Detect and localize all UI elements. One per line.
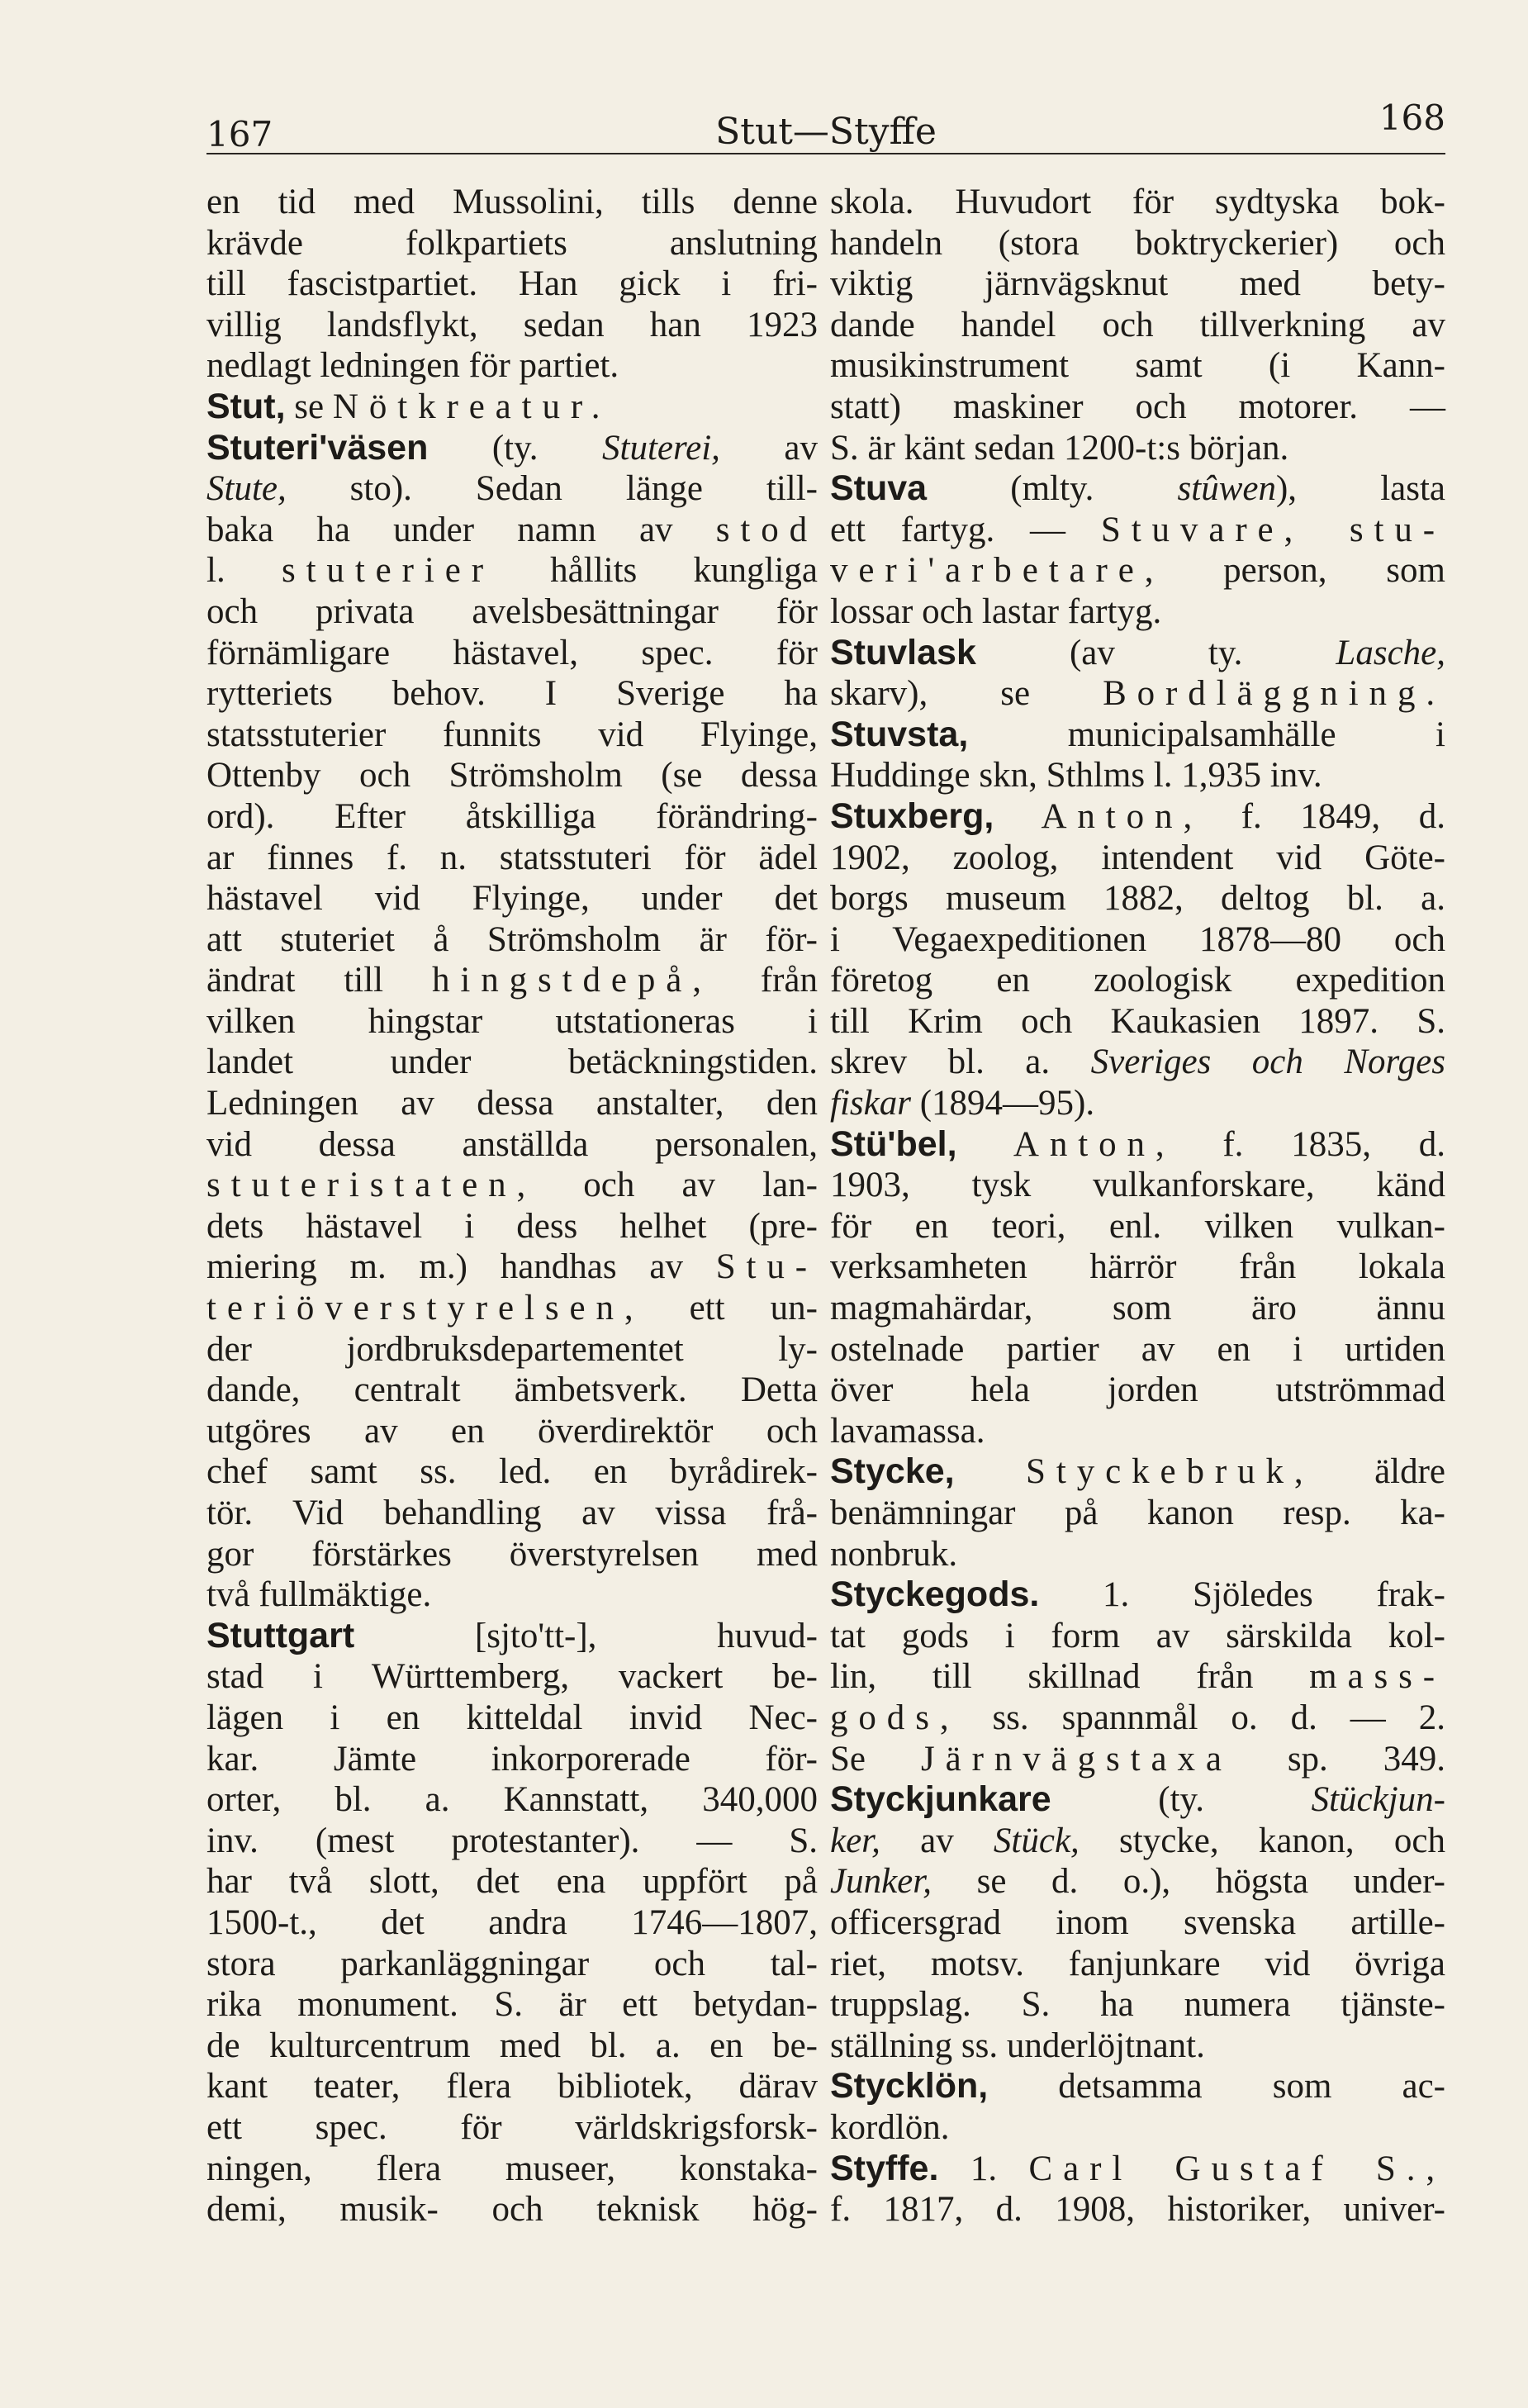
entry-stycklon: Stycklön, detsamma som ac-	[830, 2066, 1445, 2106]
running-title: Stut—Styffe	[715, 111, 937, 153]
headword: Styckegods.	[830, 1574, 1040, 1615]
text-line: ett fartyg. — Stuvare, stu-	[830, 510, 1445, 549]
entry-stuva: Stuva (mlty. stûwen), lasta	[830, 468, 1445, 509]
text-line: handeln (stora boktryckerier) och	[830, 223, 1445, 263]
text-line: miering m. m.) handhas av Stu-	[206, 1247, 818, 1287]
text-line: och privata avelsbesättningar för	[206, 591, 818, 631]
text-line: gor förstärkes överstyrelsen med	[206, 1534, 818, 1574]
text-line: lavamassa.	[830, 1411, 985, 1451]
text-line: Ledningen av dessa anstalter, den	[206, 1084, 818, 1123]
text-line: benämningar på kanon resp. ka-	[830, 1494, 1445, 1532]
text-line: 1903, tysk vulkanforskare, känd	[830, 1166, 1445, 1205]
text-line: landet under betäckningstiden.	[206, 1043, 818, 1082]
text-line: över hela jorden utströmmad	[830, 1370, 1445, 1410]
text-line: utgöres av en överdirektör och	[206, 1411, 818, 1451]
headword: Stü'bel,	[830, 1123, 957, 1164]
page-number-left: 167	[206, 114, 273, 154]
header-rule	[206, 153, 1445, 154]
text-line: l. stuterier hållits kungliga	[206, 551, 818, 591]
text-line: kant teater, flera bibliotek, därav	[206, 2067, 818, 2106]
text-line: musikinstrument samt (i Kann-	[830, 346, 1445, 386]
text-line: statsstuterier funnits vid Flyinge,	[206, 715, 818, 754]
text-line: veri'arbetare, person, som	[830, 551, 1445, 591]
text-line: nonbruk.	[830, 1534, 958, 1574]
text-line: vilken hingstar utstationeras i	[206, 1001, 818, 1041]
text-line: vid dessa anställda personalen,	[206, 1124, 818, 1164]
text-line: dande handel och tillverkning av	[830, 305, 1445, 344]
text-line: för en teori, enl. vilken vulkan-	[830, 1206, 1445, 1246]
text-line: ställning ss. underlöjtnant.	[830, 2026, 1205, 2065]
headword: Stuteri'väsen	[206, 427, 429, 468]
text-line: stuteristaten, och av lan-	[206, 1166, 818, 1205]
text-line: lin, till skillnad från mass-	[830, 1657, 1445, 1697]
text-line: dande, centralt ämbetsverk. Detta	[206, 1370, 818, 1410]
text-line: rytteriets behov. I Sverige ha	[206, 674, 818, 714]
text-line: orter, bl. a. Kannstatt, 340,000	[206, 1780, 818, 1820]
cross-reference: Nötkreatur.	[332, 387, 611, 426]
text-line: till Krim och Kaukasien 1897. S.	[830, 1001, 1445, 1041]
text-line: borgs museum 1882, deltog bl. a.	[830, 879, 1445, 919]
headword: Stuvsta,	[830, 714, 969, 754]
entry-stubel: Stü'bel, Anton, f. 1835, d.	[830, 1123, 1445, 1164]
text-line: nedlagt ledningen för partiet.	[206, 346, 619, 386]
left-column	[206, 182, 818, 2363]
headword: Styffe.	[830, 2148, 939, 2188]
text-line: lägen i en kitteldal invid Nec-	[206, 1698, 818, 1737]
text-line: dets hästavel i dess helhet (pre-	[206, 1206, 818, 1246]
text-line: inv. (mest protestanter). — S.	[206, 1821, 818, 1860]
entry-stuttgart: Stuttgart [sjto'tt-], huvud-	[206, 1615, 818, 1655]
text-line: demi, musik- och teknisk hög-	[206, 2190, 818, 2230]
text-line: chef samt ss. led. en byrådirek-	[206, 1452, 818, 1492]
text-line: der jordbruksdepartementet ly-	[206, 1329, 818, 1369]
text-line: två fullmäktige.	[206, 1575, 432, 1615]
text-line: ningen, flera museer, konstaka-	[206, 2149, 818, 2188]
text-line: kordlön.	[830, 2107, 950, 2147]
text-line: magmahärdar, som äro ännu	[830, 1289, 1445, 1328]
text-line: rika monument. S. är ett betydan-	[206, 1985, 818, 2025]
text-line: viktig järnvägsknut med bety-	[830, 264, 1445, 304]
headword: Stuxberg,	[830, 796, 994, 836]
text-line: tör. Vid behandling av vissa frå-	[206, 1494, 818, 1532]
text-line: Stute, sto). Sedan länge till-	[206, 469, 818, 509]
entry-stut: Stut, se Nötkreatur.	[206, 386, 611, 426]
text-line: företog en zoologisk expedition	[830, 961, 1445, 1000]
headword: Stut,	[206, 386, 286, 426]
headword: Stycke,	[830, 1451, 955, 1492]
headword: Stuvlask	[830, 632, 976, 672]
headword: Stuva	[830, 468, 928, 509]
right-column	[830, 182, 1445, 2363]
text-line: till fascistpartiet. Han gick i fri-	[206, 264, 818, 304]
text-line: tat gods i form av särskilda kol-	[830, 1616, 1445, 1655]
text-line: i Vegaexpeditionen 1878—80 och	[830, 919, 1445, 959]
page-number-right: 168	[1379, 97, 1445, 138]
headword: Stycklön,	[830, 2066, 989, 2106]
text-line: riet, motsv. fanjunkare vid övriga	[830, 1944, 1445, 1983]
entry-styckegods: Styckegods. 1. Sjöledes frak-	[830, 1574, 1445, 1615]
text-line: S. är känt sedan 1200-t:s början.	[830, 428, 1289, 468]
text-line: ett spec. för världskrigsforsk-	[206, 2107, 818, 2147]
text-line: gods, ss. spannmål o. d. — 2.	[830, 1698, 1445, 1737]
text-line: lossar och lastar fartyg.	[830, 591, 1162, 631]
cross-reference: Bordläggning.	[1103, 674, 1445, 714]
entry-styffe: Styffe. 1. Carl Gustaf S.,	[830, 2148, 1445, 2188]
text-line: ändrat till hingstdepå, från	[206, 961, 818, 1000]
text-line: Se Järnvägstaxa sp. 349.	[830, 1739, 1446, 1779]
entry-stuvsta: Stuvsta, municipalsamhälle i	[830, 714, 1445, 754]
text-line: hästavel vid Flyinge, under det	[206, 879, 818, 919]
text-line: krävde folkpartiets anslutning	[206, 223, 818, 263]
text-line: förnämligare hästavel, spec. för	[206, 633, 818, 672]
cross-reference: Järnvägstaxa	[920, 1739, 1232, 1779]
entry-stuterivasen: Stuteri'väsen (ty. Stuterei, av	[206, 427, 818, 468]
text-line: statt) maskiner och motorer. —	[830, 387, 1445, 426]
text-line: baka ha under namn av stod	[206, 510, 818, 549]
text-line: ord). Efter åtskilliga förändring-	[206, 796, 818, 836]
entry-stuvlask: Stuvlask (av ty. Lasche,	[830, 632, 1445, 672]
text-line: att stuteriet å Strömsholm är för-	[206, 919, 818, 959]
text-line: skola. Huvudort för sydtyska bok-	[830, 183, 1445, 221]
text-line: Huddinge skn, Sthlms l. 1,935 inv.	[830, 756, 1322, 796]
text-line: en tid med Mussolini, tills denne	[206, 183, 818, 221]
text-line: 1902, zoolog, intendent vid Göte-	[830, 838, 1445, 877]
headword: Styckjunkare	[830, 1779, 1051, 1820]
text-line: teriöverstyrelsen, ett un-	[206, 1289, 818, 1328]
text-line: stad i Württemberg, vackert be-	[206, 1657, 818, 1697]
text-line: ar finnes f. n. statsstuteri för ädel	[206, 838, 818, 877]
text-line: Ottenby och Strömsholm (se dessa	[206, 756, 818, 796]
headword: Stuttgart	[206, 1615, 355, 1655]
text-line: de kulturcentrum med bl. a. en be-	[206, 2026, 818, 2065]
text-line: kar. Jämte inkorporerade för-	[206, 1739, 818, 1779]
text-line: 1500-t., det andra 1746—1807,	[206, 1902, 818, 1942]
text-line: ostelnade partier av en i urtiden	[830, 1329, 1445, 1369]
entry-styckjunkare: Styckjunkare (ty. Stückjun-	[830, 1779, 1445, 1820]
entry-stuxberg: Stuxberg, Anton, f. 1849, d.	[830, 796, 1445, 836]
text-line: f. 1817, d. 1908, historiker, univer-	[830, 2190, 1445, 2230]
text-line: skrev bl. a. Sveriges och Norges	[830, 1043, 1445, 1082]
text-line: stora parkanläggningar och tal-	[206, 1944, 818, 1983]
text-line: fiskar (1894—95).	[830, 1084, 1095, 1123]
text-line: skarv), se Bordläggning.	[830, 674, 1445, 714]
text-line: har två slott, det ena uppfört på	[206, 1862, 818, 1902]
text-line: officersgrad inom svenska artille-	[830, 1902, 1445, 1942]
text-line: ker, av Stück, stycke, kanon, och	[830, 1821, 1445, 1860]
text-line: truppslag. S. ha numera tjänste-	[830, 1985, 1445, 2025]
text-line: verksamheten härrör från lokala	[830, 1247, 1445, 1287]
text-line: villig landsflykt, sedan han 1923	[206, 305, 818, 344]
text-line: Junker, se d. o.), högsta under-	[830, 1862, 1445, 1902]
entry-stycke: Stycke, Styckebruk, äldre	[830, 1451, 1446, 1492]
